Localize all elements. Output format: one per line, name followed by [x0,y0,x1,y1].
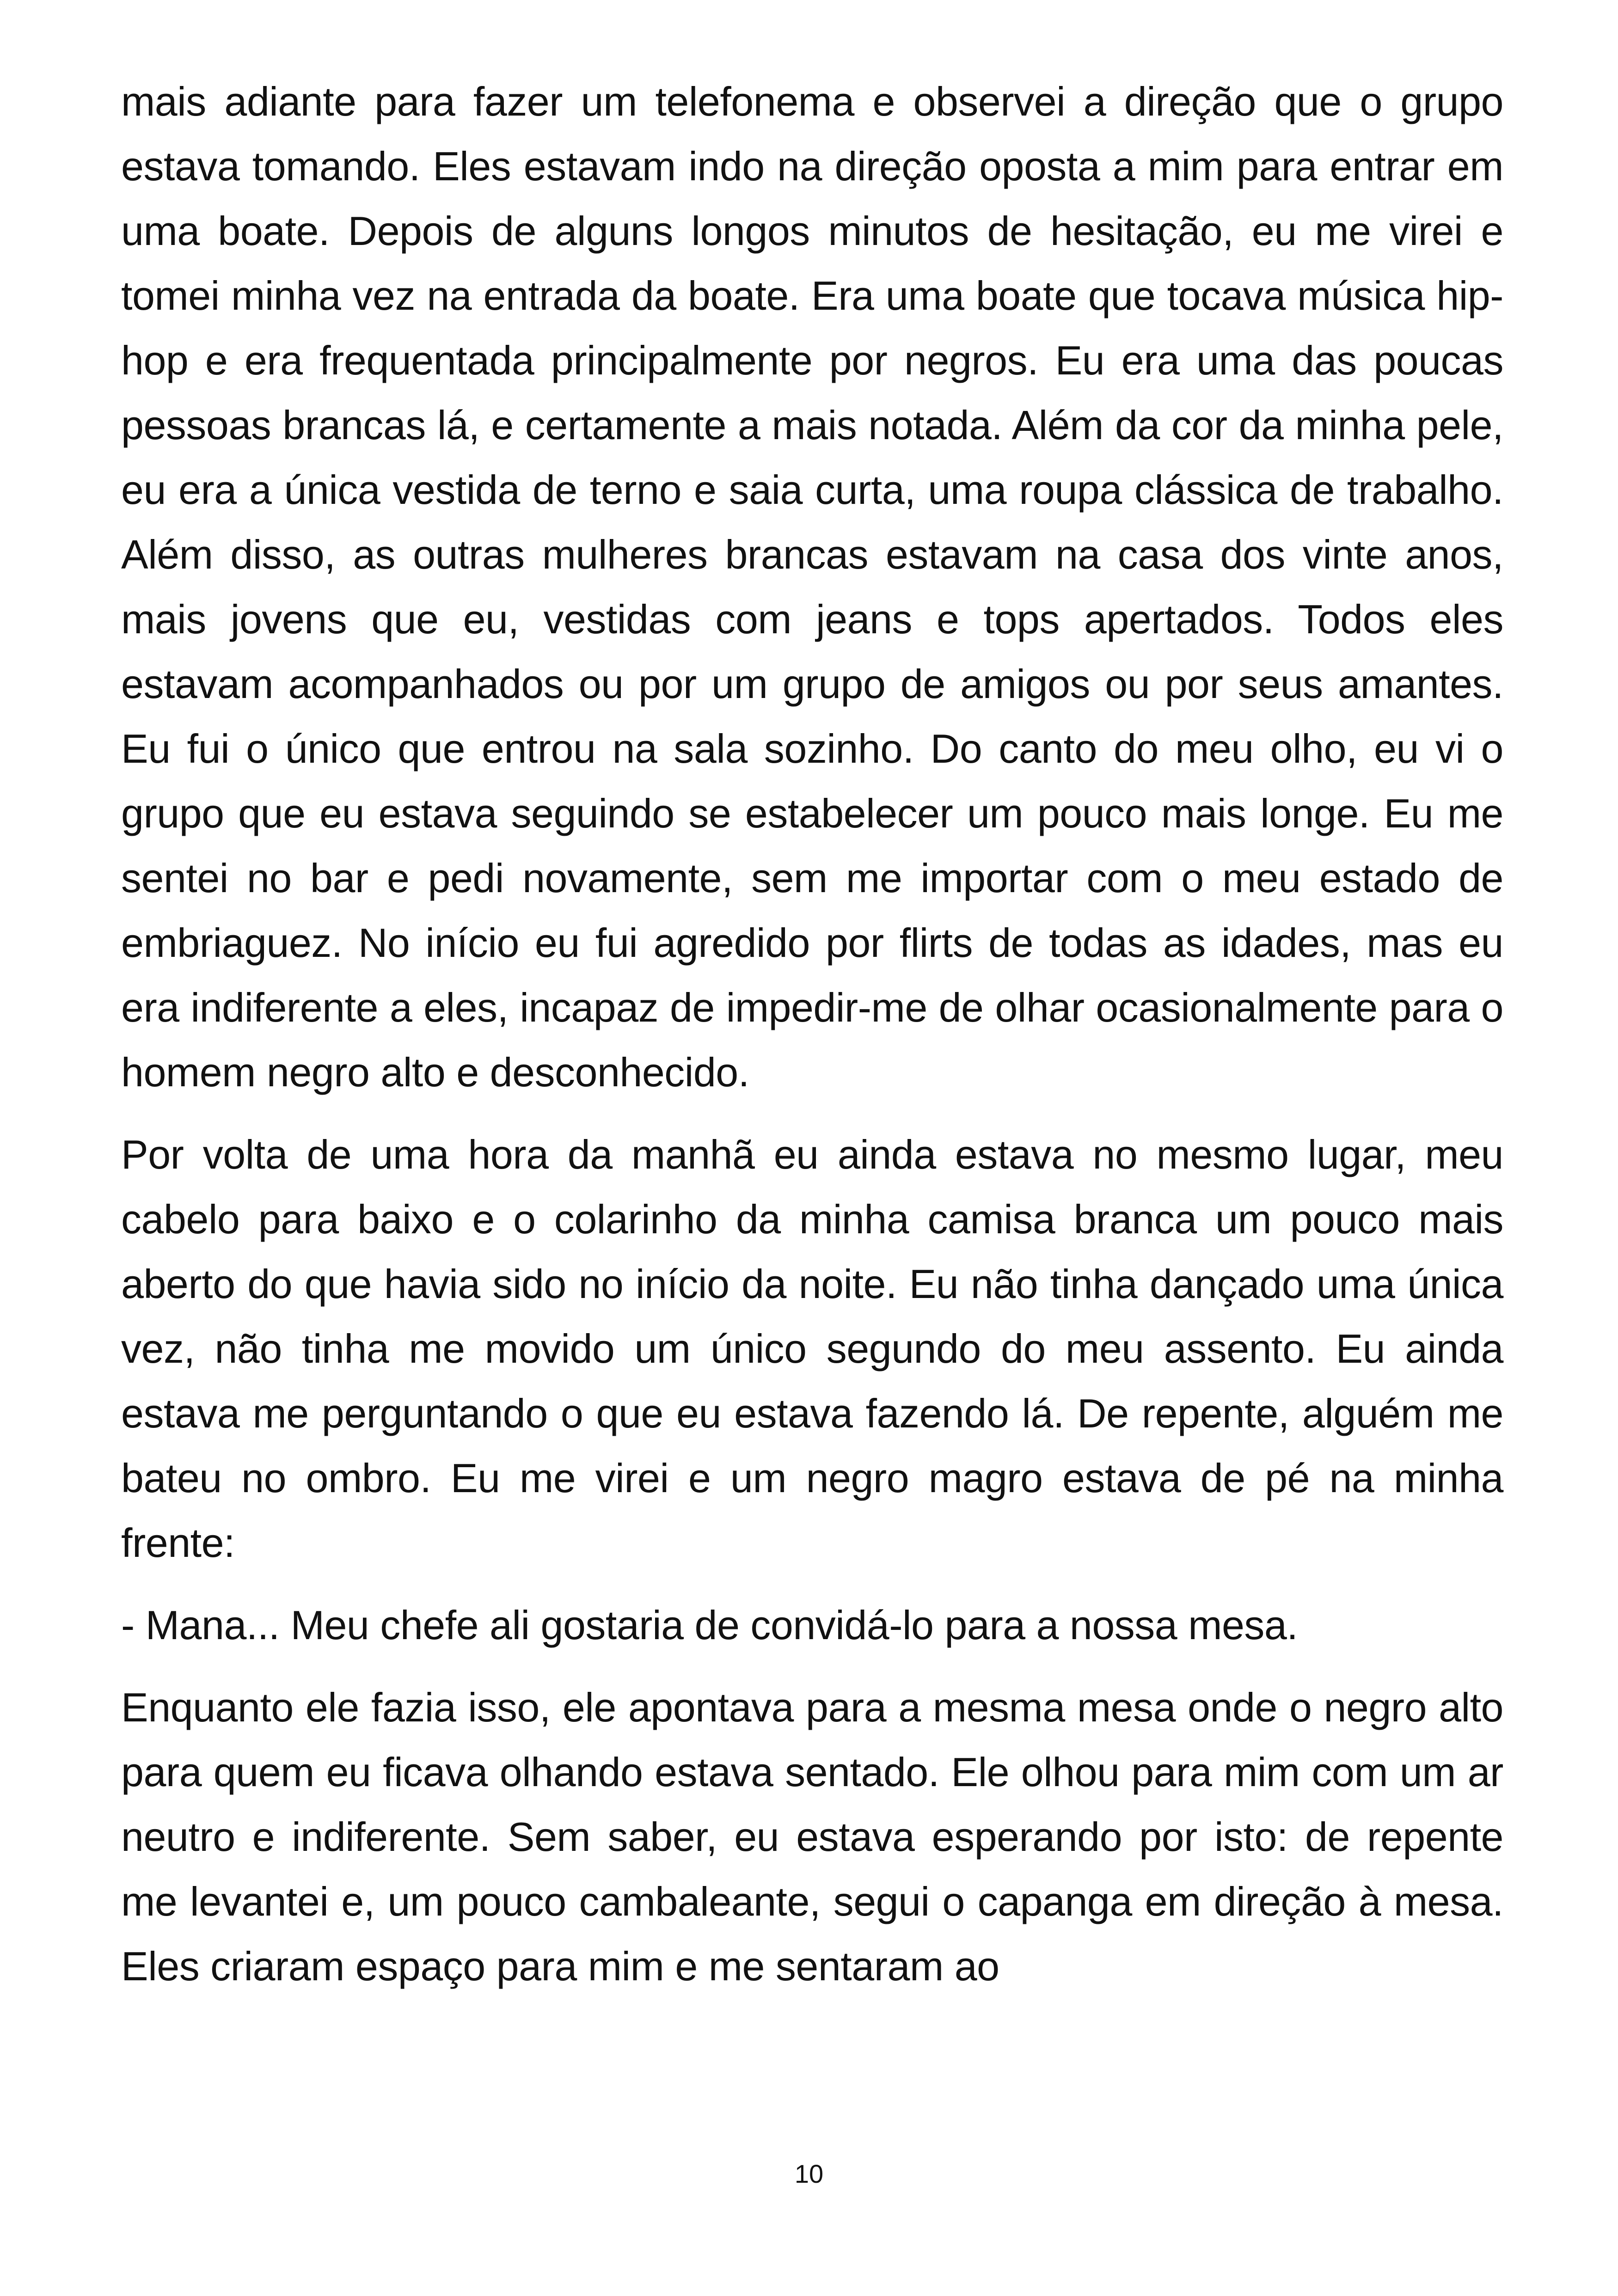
paragraph-2: Por volta de uma hora da manhã eu ainda estava no mesmo lugar, meu cabelo para baixo e o colarinho da minha camisa branca um pouco mais aberto do que havia sido no início da noite. Eu não tinha dançado uma única vez, não tinha me movido um único segundo do meu assento. Eu ainda estava me perguntando o que eu estava fazendo lá. De repente, alguém me bateu no ombro. Eu me virei e um negro magro estava de pé na minha frente: [121,1132,1503,1566]
body-text [121,69,1503,2016]
paragraph-3: - Mana... Meu chefe ali gostaria de convidá-lo para a nossa mesa. [121,1602,1298,1648]
page-number: 10 [794,2159,824,2188]
paragraph-1: mais adiante para fazer um telefonema e observei a direção que o grupo estava tomando. Eles estavam indo na direção oposta a mim para entrar em uma boate. Depois de alguns longos minutos de hesitação, eu me virei e tomei minha vez na entrada da boate. Era uma boate que tocava música hip-hop e era frequentada principalmente por negros. Eu era uma das poucas pessoas brancas lá, e certamente a mais notada. Além da cor da minha pele, eu era a única vestida de terno e saia curta, uma roupa clássica de trabalho. Além disso, as outras mulheres brancas estavam na casa dos vinte anos, mais jovens que eu, vestidas com jeans e tops apertados. Todos eles estavam acompanhados ou por um grupo de amigos ou por seus amantes. Eu fui o único que entrou na sala sozinho. Do canto do meu olho, eu vi o grupo que eu estava seguindo se estabelecer um pouco mais longe. Eu me sentei no bar e pedi novamente, sem me importar com o meu estado de embriaguez. No início eu fui agredido por flirts de todas as idades, mas eu era indiferente a eles, incapaz de impedir-me de olhar ocasionalmente para o homem negro alto e desconhecido. [121,79,1503,1095]
paragraph-4: Enquanto ele fazia isso, ele apontava para a mesma mesa onde o negro alto para quem eu ficava olhando estava sentado. Ele olhou para mim com um ar neutro e indiferente. Sem saber, eu estava esperando por isto: de repente me levantei e, um pouco cambaleante, segui o capanga em direção à mesa. Eles criaram espaço para mim e me sentaram ao [121,1684,1503,1989]
